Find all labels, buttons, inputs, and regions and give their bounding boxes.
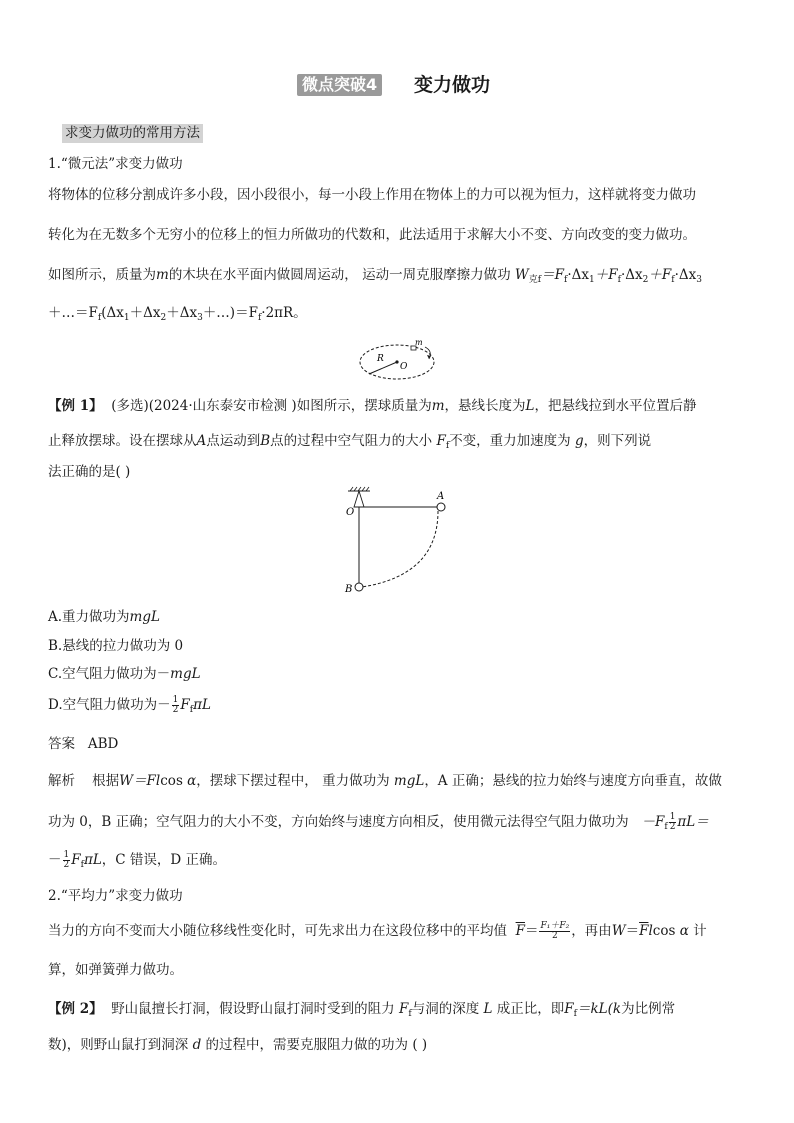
section-tag: 求变力做功的常用方法: [62, 124, 203, 143]
example1-tag: 【例 1】: [48, 398, 103, 414]
part2-paragraph-2: 算，如弹簧弹力做功。: [48, 962, 183, 978]
answer-line: [48, 735, 118, 753]
explanation-line-3: － $\frac{1}{2}$ $F_f\pi L$，C 错误，D 正确。: [48, 850, 227, 870]
example1-line-3: 法正确的是( ): [48, 464, 131, 480]
swing-arc: [362, 511, 438, 587]
circle-motion-figure: [355, 337, 440, 383]
label-O: O: [400, 362, 408, 372]
answer-label: 答案: [48, 736, 75, 752]
center-dot: [395, 360, 398, 363]
example1-line-1: 【例 1】 (多选)(2024·山东泰安市检测 )如图所示，摆球质量为m，悬线长度为L，把悬线拉到水平位置后静: [48, 398, 697, 414]
pendulum-figure: [340, 485, 455, 597]
page-title: 变力做功: [414, 74, 491, 96]
label-A: A: [437, 491, 445, 502]
example2-tag: 【例 2】: [48, 1001, 103, 1017]
option-D: D.空气阻力做功为－ $\frac{1}{2}$ $F_f\pi L$: [48, 695, 211, 715]
part1-heading: 1.“微元法”求变力做功: [48, 156, 183, 172]
ball-A: [437, 503, 445, 511]
option-A: A.重力做功为mgL: [48, 609, 160, 625]
topic-badge: 微点突破4: [297, 74, 382, 96]
explanation-line-2: 功为 0，B 正确；空气阻力的大小不变，方向始终与速度方向相反，使用微元法得空气阻力做功为 $-F_f$ $\frac{1}{2}$ πL＝: [48, 812, 709, 832]
part1-paragraph-3: 如图所示，质量为m的木块在水平面内做圆周运动， 运动一周克服摩擦力做功 $W_{克f}=F_f\cdot\Delta x_1+F_f\cdot\Delta x_2+F_f\cdot\Delta x_3$: [48, 267, 702, 285]
option-B: B.悬线的拉力做功为 0: [48, 638, 184, 654]
answer-value: ABD: [87, 736, 119, 752]
explanation-line-1: 解析 根据W＝Flcos α，摆球下摆过程中， 重力做功为 mgL，A 正确；悬线的拉力始终与速度方向垂直，故做: [48, 773, 722, 789]
explanation-label: 解析: [48, 773, 75, 789]
label-O: O: [346, 507, 355, 518]
label-B: B: [345, 584, 353, 595]
part1-paragraph-2: 转化为在无数多个无穷小的位移上的恒力所做功的代数和，此法适用于求解大小不变、方向改变的变力做功。: [48, 227, 696, 243]
example2-line-1: 【例 2】 野山鼠擅长打洞，假设野山鼠打洞时受到的阻力 $F_f$与洞的深度 L 成正比，即$F_f=kL(k$为比例常: [48, 1001, 676, 1019]
option-C: C.空气阻力做功为－mgL: [48, 666, 201, 682]
ball-B: [355, 583, 363, 591]
part1-paragraph-1: 将物体的位移分割成许多小段，因小段很小，每一小段上作用在物体上的力可以视为恒力，这样就将变力做功: [48, 187, 696, 203]
pivot-support: [354, 491, 364, 507]
example1-line-2: 止释放摆球。设在摆球从A点运动到B点的过程中空气阻力的大小 $F_f$不变，重力加速度为 g，则下列说: [48, 433, 652, 451]
label-R: R: [377, 354, 384, 364]
example2-line-2: 数)，则野山鼠打到洞深 d 的过程中，需要克服阻力做的功为 ( ): [48, 1037, 428, 1053]
part2-heading: 2.“平均力”求变力做功: [48, 888, 183, 904]
label-m: m: [415, 338, 423, 347]
part1-paragraph-4: $+\dots=F_f(\Delta x_1+\Delta x_2+\Delta x_3+\dots)=F_f\cdot 2\pi R$。: [48, 305, 307, 323]
part2-paragraph-1: 当力的方向不变而大小随位移线性变化时，可先求出力在这段位移中的平均值 $\overline{F}=$ $\frac{\text{F₁＋F₂}}{2}$ ，再由$W=\overline{F}lcos$ α 计: [48, 921, 707, 941]
